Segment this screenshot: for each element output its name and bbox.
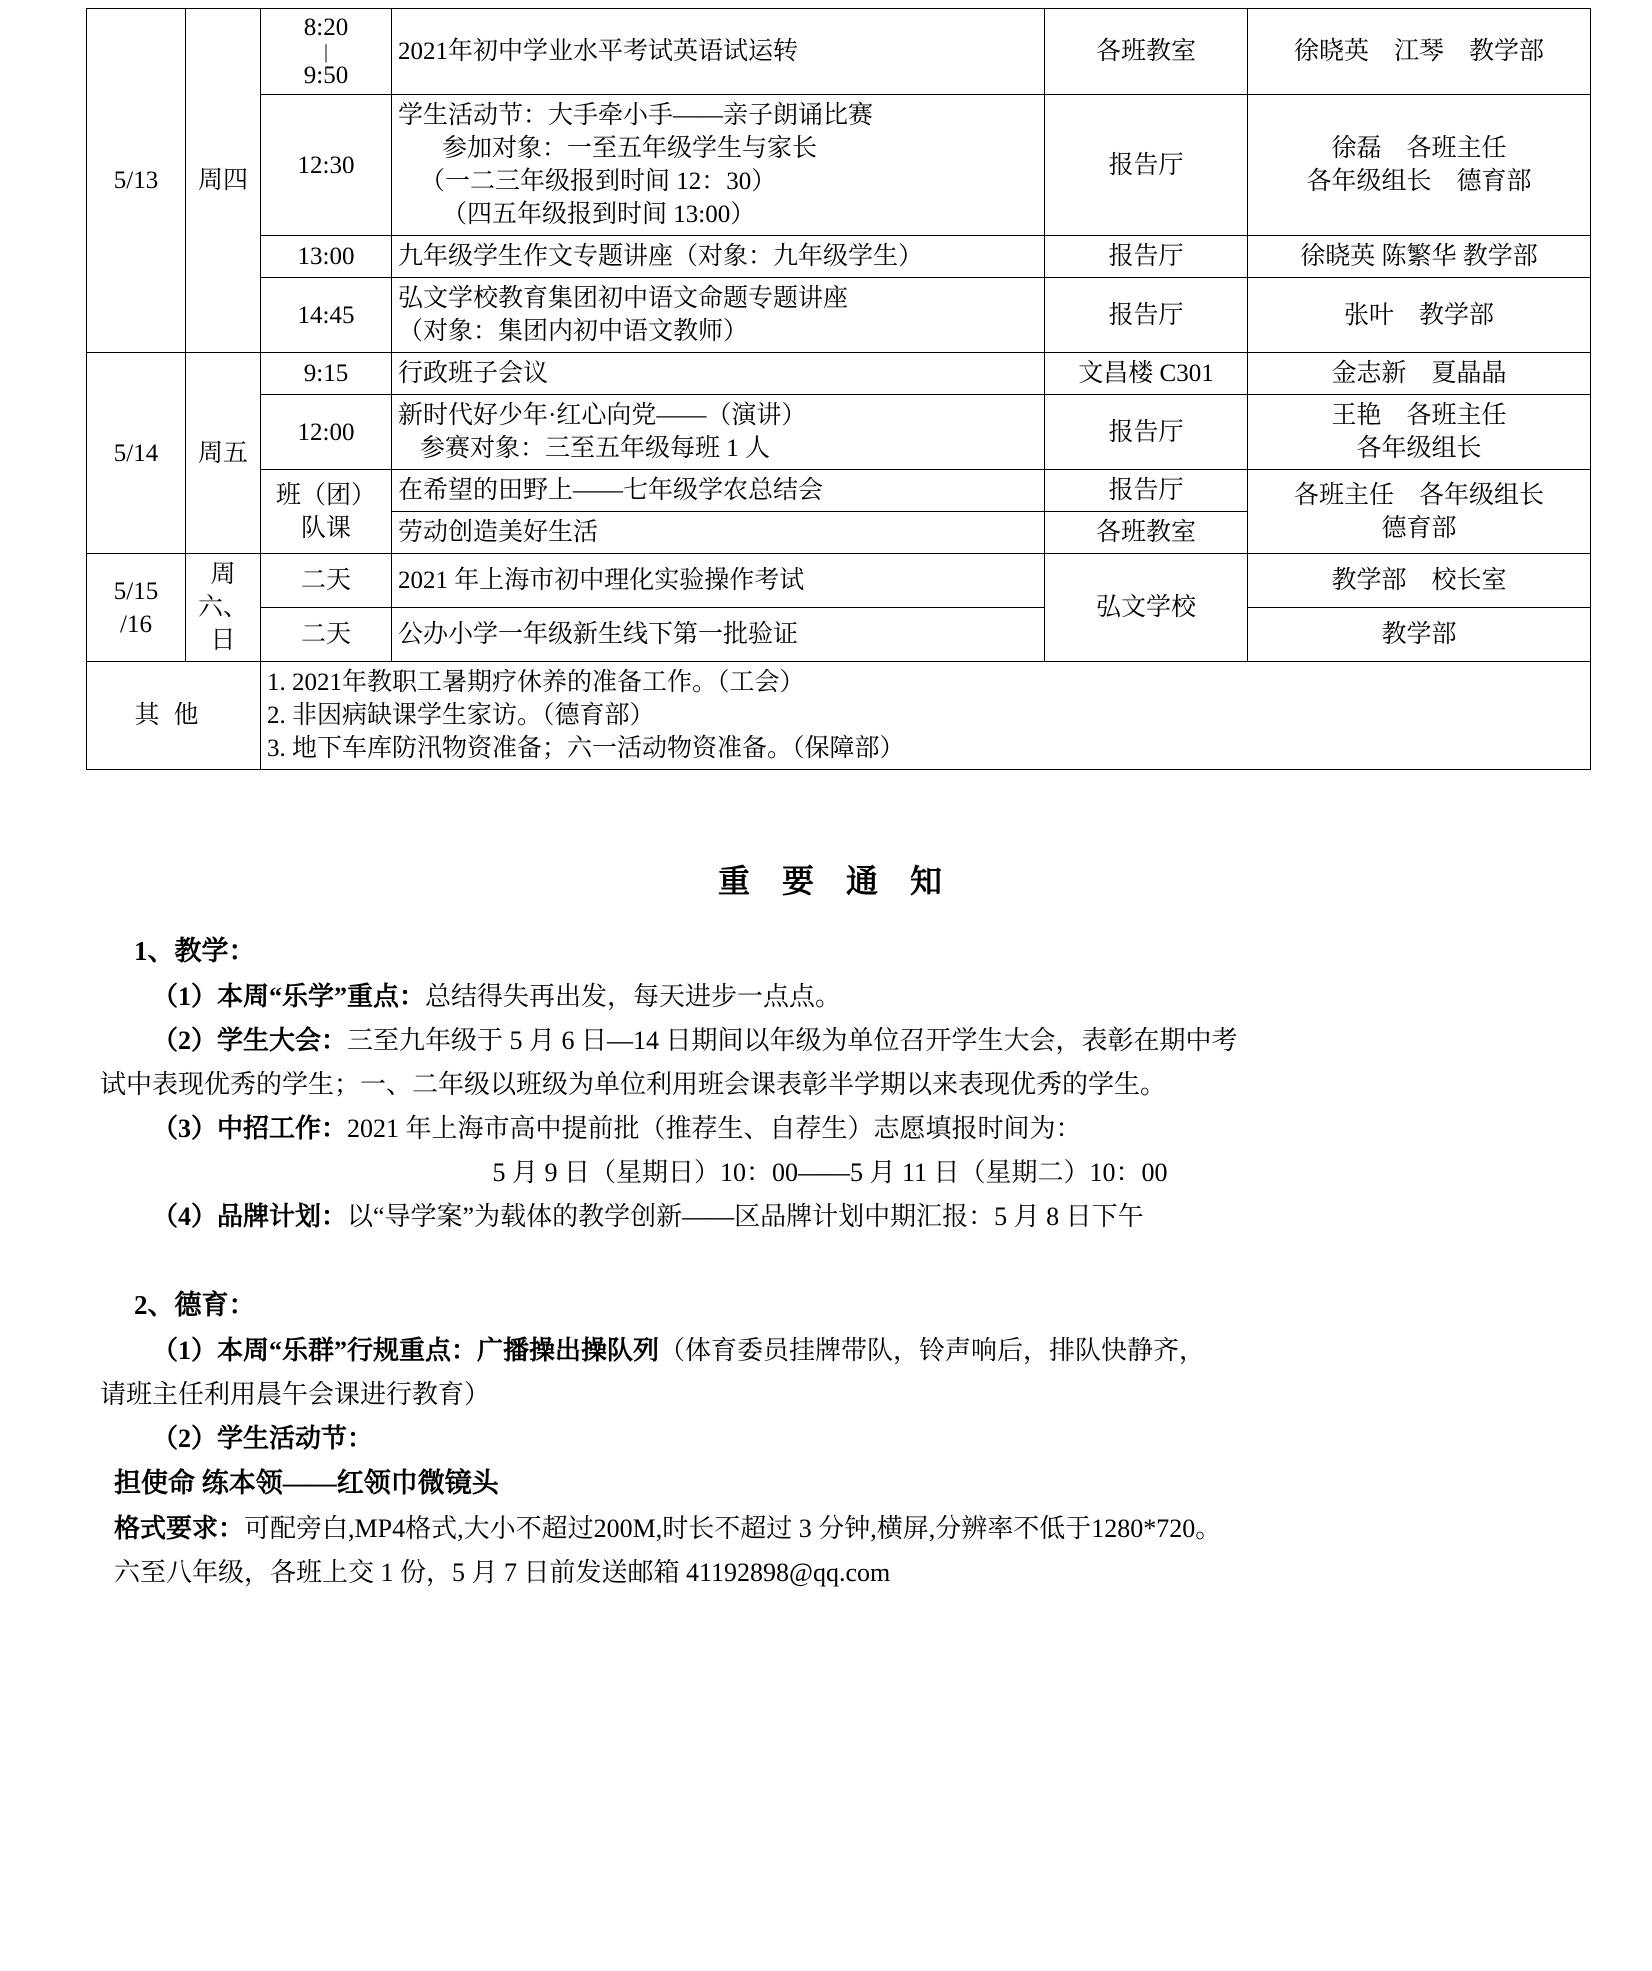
cell-location [1045, 470, 1248, 512]
time-text: 14:45 [297, 301, 355, 329]
cell-day [186, 353, 261, 554]
cell-location [1045, 353, 1248, 395]
location-text: 文昌楼 C301 [1078, 360, 1214, 387]
day-text: 周四 [197, 167, 248, 194]
table-row [87, 9, 1591, 95]
notice-item-text: （体育委员挂牌带队，铃声响后，排队快静齐， [659, 1335, 1206, 1365]
notice-item [152, 1020, 1560, 1062]
location-text: 弘文学校 [1095, 594, 1196, 621]
activity-text: 2021年初中学业水平考试英语试运转 [398, 38, 799, 65]
table-row [87, 353, 1591, 395]
schedule-table-wrapper [86, 8, 1566, 770]
time-dash: | [323, 40, 328, 63]
notice-item-text: 2021 年上海市高中提前批（推荐生、自荐生）志愿填报时间为： [347, 1113, 1082, 1143]
date-text: 5/14 [113, 439, 159, 467]
notice-item-text: 以“导学案”为载体的教学创新——区品牌计划中期汇报：5 月 8 日下午 [347, 1202, 1144, 1232]
notice-item [152, 1196, 1560, 1238]
activity-line: （一二三年级报到时间 12：30） [420, 168, 777, 195]
cell-location [1045, 95, 1248, 236]
time-line: 队课 [300, 514, 351, 542]
cell-other-body [261, 662, 1591, 770]
responsible-text: 教学部 校长室 [1331, 567, 1507, 594]
cell-location [1045, 395, 1248, 470]
table-row [87, 278, 1591, 353]
cell-date [87, 554, 186, 662]
cell-time [261, 608, 392, 662]
time-text: 12:30 [297, 151, 355, 179]
cell-time [261, 95, 392, 236]
time-end: 9:50 [303, 61, 349, 89]
table-row-other [87, 662, 1591, 770]
cell-date [87, 353, 186, 554]
submission-line: 六至八年级，各班上交 1 份，5 月 7 日前发送邮箱 41192898@qq.com [114, 1558, 891, 1588]
cell-location [1045, 278, 1248, 353]
section-spacer [100, 1240, 1560, 1284]
other-label-text: 其他 [134, 702, 213, 729]
notice-item-continuation: 试中表现优秀的学生；一、二年级以班级为单位利用班会课表彰半学期以来表现优秀的学生。 [100, 1069, 1167, 1099]
notice-item-text: 总结得失再出发，每天进步一点点。 [425, 981, 842, 1011]
format-text: 可配旁白,MP4格式,大小不超过200M,时长不超过 3 分钟,横屏,分辨率不低于1280*720。 [244, 1514, 1222, 1544]
responsible-line: 徐磊 各班主任 [1331, 135, 1507, 162]
location-text: 报告厅 [1108, 301, 1184, 329]
cell-responsible [1248, 470, 1591, 554]
location-text: 各班教室 [1095, 38, 1196, 65]
responsible-line: 德育部 [1381, 514, 1457, 542]
cell-location [1045, 236, 1248, 278]
time-line: 班（团） [275, 481, 376, 509]
cell-responsible [1248, 236, 1591, 278]
day-text: 周五 [197, 439, 248, 467]
cell-responsible [1248, 554, 1591, 608]
other-line: 1. 2021年教职工暑期疗休养的准备工作。（工会） [267, 669, 805, 696]
section-heading-moral: 2、德育： [134, 1290, 256, 1321]
cell-location [1045, 554, 1248, 662]
activity-text: 2021 年上海市初中理化实验操作考试 [398, 567, 805, 594]
location-text: 报告厅 [1108, 477, 1184, 504]
cell-date [87, 9, 186, 353]
cell-time [261, 395, 392, 470]
table-row [87, 236, 1591, 278]
format-label: 格式要求： [114, 1514, 245, 1544]
time-text: 12:00 [297, 418, 355, 446]
document-page [0, 8, 1652, 1971]
notice-item [152, 1330, 1560, 1372]
cell-activity [392, 353, 1045, 395]
cell-responsible [1248, 353, 1591, 395]
cell-time [261, 554, 392, 608]
activity-line: 新时代好少年·红心向党——（演讲） [398, 402, 807, 429]
cell-time [261, 470, 392, 554]
time-start: 8:20 [303, 14, 349, 41]
activity-text: 公办小学一年级新生线下第一批验证 [398, 621, 799, 648]
cell-activity [392, 278, 1045, 353]
cell-location [1045, 512, 1248, 554]
cell-day [186, 554, 261, 662]
time-text: 9:15 [303, 360, 349, 387]
location-text: 报告厅 [1108, 151, 1184, 179]
notice-item [152, 1108, 1560, 1150]
notice-item-label: （2）学生大会： [152, 1025, 348, 1055]
responsible-text: 徐晓英 陈繁华 教学部 [1300, 243, 1538, 270]
activity-line: 参赛对象：三至五年级每班 1 人 [420, 435, 771, 462]
activity-line: 参加对象：一至五年级学生与家长 [442, 135, 818, 162]
cell-responsible [1248, 9, 1591, 95]
cell-other-label [87, 662, 261, 770]
activity-line: 弘文学校教育集团初中语文命题专题讲座 [398, 285, 849, 312]
notice-item-continuation: 请班主任利用晨午会课进行教育） [100, 1380, 491, 1410]
cell-day [186, 9, 261, 353]
notice-item-detail: 5 月 9 日（星期日）10：00——5 月 11 日（星期二）10：00 [492, 1158, 1168, 1187]
day-line: 周六、 [197, 561, 248, 621]
activity-theme-title: 担使命 练本领——红领巾微镜头 [114, 1468, 499, 1499]
cell-location [1045, 9, 1248, 95]
cell-activity [392, 470, 1045, 512]
cell-responsible [1248, 608, 1591, 662]
notice-section [0, 856, 1652, 1594]
responsible-line: 各年级组长 德育部 [1306, 168, 1532, 195]
notice-title: 重 要 通 知 [717, 863, 954, 899]
notice-item [152, 1418, 1560, 1460]
activity-text: 九年级学生作文专题讲座（对象：九年级学生） [398, 243, 924, 270]
responsible-text: 徐晓英 江琴 教学部 [1293, 38, 1544, 65]
activity-text: 劳动创造美好生活 [398, 519, 599, 546]
cell-activity [392, 554, 1045, 608]
cell-activity [392, 512, 1045, 554]
activity-text: 在希望的田野上——七年级学农总结会 [398, 477, 824, 504]
notice-item-text: 三至九年级于 5 月 6 日—14 日期间以年级为单位召开学生大会，表彰在期中考 [347, 1025, 1238, 1055]
cell-time [261, 278, 392, 353]
cell-activity [392, 95, 1045, 236]
responsible-text: 张叶 教学部 [1343, 301, 1494, 329]
activity-line: （四五年级报到时间 13:00） [442, 201, 756, 228]
activity-line: （对象：集团内初中语文教师） [398, 318, 749, 345]
table-row [87, 554, 1591, 608]
cell-time [261, 9, 392, 95]
cell-activity [392, 236, 1045, 278]
notice-item-label: （4）品牌计划： [152, 1202, 348, 1232]
table-row [87, 95, 1591, 236]
other-line: 2. 非因病缺课学生家访。（德育部） [267, 702, 655, 729]
time-text: 二天 [300, 621, 351, 648]
responsible-text: 教学部 [1381, 621, 1457, 648]
location-text: 各班教室 [1095, 519, 1196, 546]
time-label [267, 479, 385, 545]
weekly-schedule-table [86, 8, 1591, 770]
notice-item-label: （1）本周“乐群”行规重点：广播操出操队列 [152, 1335, 660, 1365]
cell-responsible [1248, 278, 1591, 353]
notice-item [152, 976, 1560, 1018]
date-line: 5/15 [113, 577, 159, 605]
cell-responsible [1248, 95, 1591, 236]
date-line: /16 [120, 610, 152, 638]
section-heading-teaching: 1、教学： [134, 935, 256, 966]
cell-time [261, 236, 392, 278]
responsible-text: 金志新 夏晶晶 [1331, 360, 1507, 387]
responsible-line: 各班主任 各年级组长 [1293, 481, 1544, 509]
date-text: 5/13 [113, 167, 159, 194]
other-line: 3. 地下车库防汛物资准备；六一活动物资准备。（保障部） [267, 735, 905, 762]
cell-responsible [1248, 395, 1591, 470]
notice-item-label: （2）学生活动节： [152, 1424, 374, 1454]
location-text: 报告厅 [1108, 418, 1184, 446]
format-requirement [114, 1508, 1560, 1550]
table-row [87, 470, 1591, 512]
notice-item-label: （3）中招工作： [152, 1113, 348, 1143]
activity-line: 学生活动节：大手牵小手——亲子朗诵比赛 [398, 102, 874, 129]
table-row [87, 395, 1591, 470]
day-line: 日 [210, 627, 236, 654]
activity-text: 行政班子会议 [398, 360, 549, 387]
cell-time [261, 353, 392, 395]
table-row [87, 608, 1591, 662]
time-text: 13:00 [297, 243, 355, 270]
time-text: 二天 [300, 567, 351, 594]
responsible-line: 王艳 各班主任 [1331, 402, 1507, 429]
cell-activity [392, 608, 1045, 662]
location-text: 报告厅 [1108, 243, 1184, 270]
responsible-line: 各年级组长 [1356, 435, 1482, 462]
time-range [267, 13, 385, 90]
notice-item-label: （1）本周“乐学”重点： [152, 981, 426, 1011]
cell-activity [392, 395, 1045, 470]
cell-activity [392, 9, 1045, 95]
